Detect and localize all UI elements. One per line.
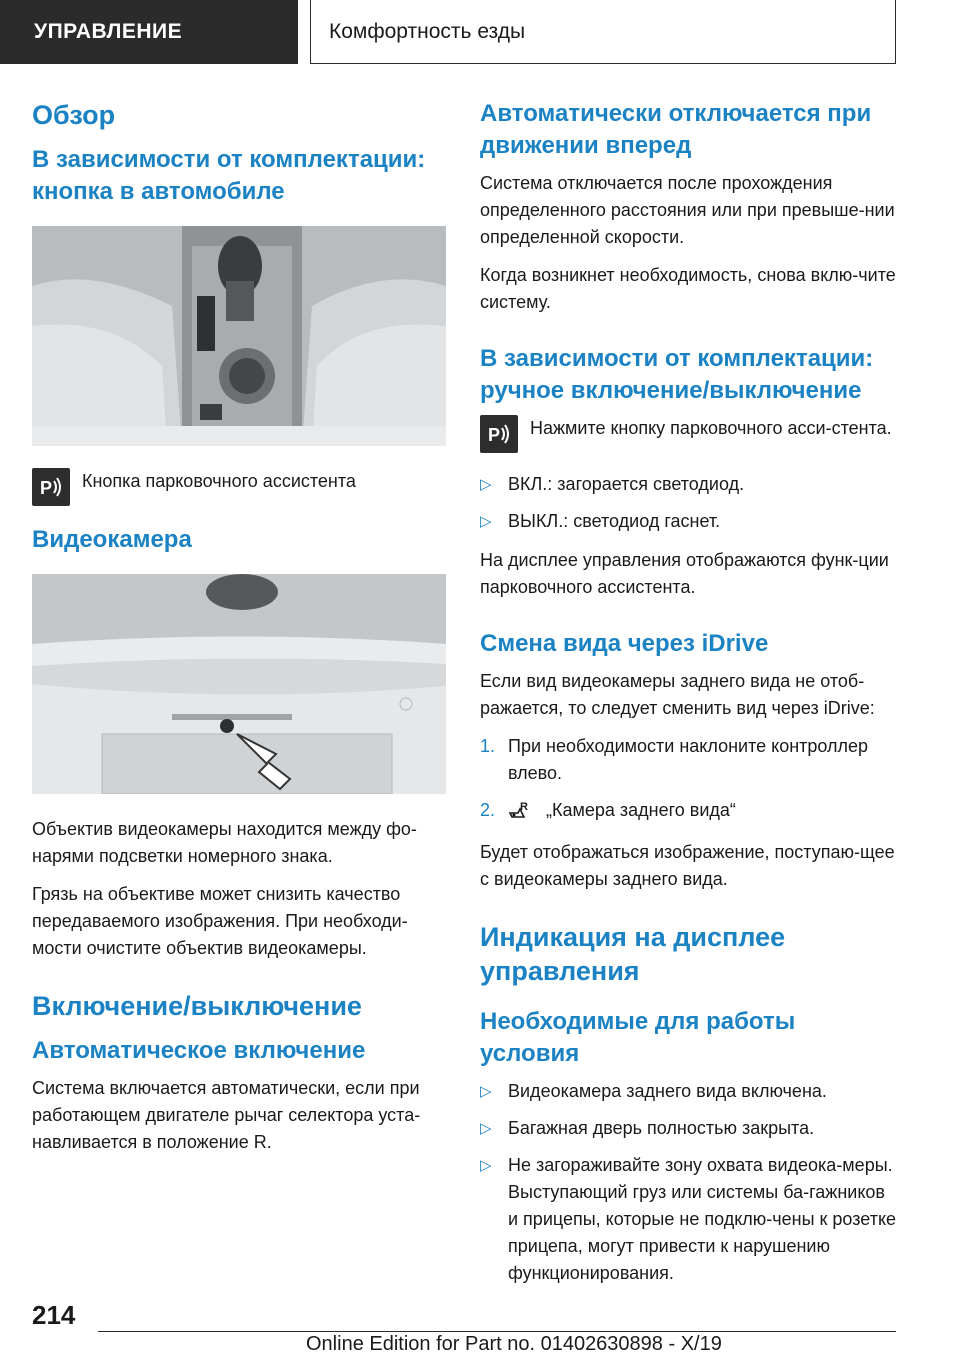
triangle-bullet-icon: ▷ — [480, 476, 492, 493]
display-title: Индикация на дисплее управления — [480, 922, 786, 986]
console-photo — [32, 226, 446, 446]
camera-paragraph-1: Объектив видеокамеры находится между фо-нарями подсветки номерного знака. — [32, 819, 417, 866]
right-column — [480, 98, 898, 1299]
svg-text:P: P — [488, 425, 501, 445]
list-item: 1. При необходимости наклоните контроллер влево. — [480, 736, 869, 783]
manual-title: В зависимости от комплектации: ручное включение/выключение — [480, 345, 874, 404]
rear-camera-icon — [508, 799, 534, 827]
camera-title: Видеокамера — [32, 526, 192, 553]
camera-photo-illustration — [32, 574, 446, 794]
triangle-bullet-icon: ▷ — [480, 1120, 492, 1137]
footer-divider — [98, 1331, 896, 1332]
page-number: 214 — [32, 1300, 76, 1330]
footer-edition: Online Edition for Part no. 01402630898 - X/19 — [306, 1333, 722, 1355]
manual-list — [480, 471, 898, 535]
idrive-paragraph: Если вид видеокамеры заднего вида не отоб-ражается, то следует сменить вид через iDrive: — [480, 671, 875, 718]
auto-on-title: Автоматическое включение — [32, 1037, 366, 1064]
list-item: 2. R „Камера заднего вида“ — [480, 797, 898, 827]
camera-photo — [32, 574, 446, 794]
list-item: ▷ ВКЛ.: загорается светодиод. — [480, 471, 898, 498]
conditions-list — [480, 1078, 898, 1287]
auto-off-paragraph-2: Когда возникнет необходимость, снова вклю-чите систему. — [480, 265, 896, 312]
triangle-bullet-icon: ▷ — [480, 1083, 492, 1100]
manual-icon-text: Нажмите кнопку парковочного асси-стента. — [530, 418, 892, 438]
button-caption: Кнопка парковочного ассистента — [82, 471, 356, 491]
svg-text:P: P — [40, 478, 53, 498]
idrive-paragraph-2: Будет отображаться изображение, поступаю-щее с видеокамеры заднего вида. — [480, 842, 895, 889]
header-chapter-label: Комфортность езды — [329, 19, 526, 43]
camera-paragraph-2: Грязь на объективе может снизить качество передаваемого изображения. При необходи-мости очистите объектив видеокамеры. — [32, 884, 408, 958]
onoff-title: Включение/выключение — [32, 991, 362, 1021]
manual-icon-row — [480, 415, 898, 453]
left-column — [32, 98, 450, 1167]
idrive-title: Смена вида через iDrive — [480, 630, 769, 657]
manual-paragraph: На дисплее управления отображаются функ-ции парковочного ассистента. — [480, 550, 889, 597]
list-item: ▷ Багажная дверь полностью закрыта. — [480, 1115, 898, 1142]
auto-on-paragraph: Система включается автоматически, если при работающем двигателе рычаг селектора уста-навливается в положение R. — [32, 1078, 421, 1152]
auto-off-paragraph-1: Система отключается после прохождения определенного расстояния или при превыше-нии определенной скорости. — [480, 173, 895, 247]
console-photo-illustration — [32, 226, 446, 446]
parking-assistant-icon — [480, 415, 518, 453]
conditions-title: Необходимые для работы условия — [480, 1008, 796, 1067]
header-chapter — [310, 0, 896, 64]
list-item: ▷ ВЫКЛ.: светодиод гаснет. — [480, 508, 898, 535]
button-caption-row — [32, 468, 450, 506]
overview-title: Обзор — [32, 100, 116, 130]
list-item: ▷ Не загораживайте зону охвата видеока-меры. Выступающий груз или системы ба-гажников и прицепы, которые не подклю-чены к розетке прицепа, могут привести к нарушению функционирования. — [480, 1152, 898, 1287]
idrive-steps — [480, 733, 898, 827]
auto-off-title: Автоматически отключается при движении вперед — [480, 100, 872, 159]
svg-text:R: R — [520, 801, 528, 813]
list-item: ▷ Видеокамера заднего вида включена. — [480, 1078, 898, 1105]
triangle-bullet-icon: ▷ — [480, 513, 492, 530]
button-title: В зависимости от комплектации: кнопка в автомобиле — [32, 146, 426, 205]
triangle-bullet-icon: ▷ — [480, 1157, 492, 1174]
header-section-label: УПРАВЛЕНИЕ — [34, 20, 183, 43]
header-section — [0, 0, 298, 64]
parking-assistant-icon — [32, 468, 70, 506]
